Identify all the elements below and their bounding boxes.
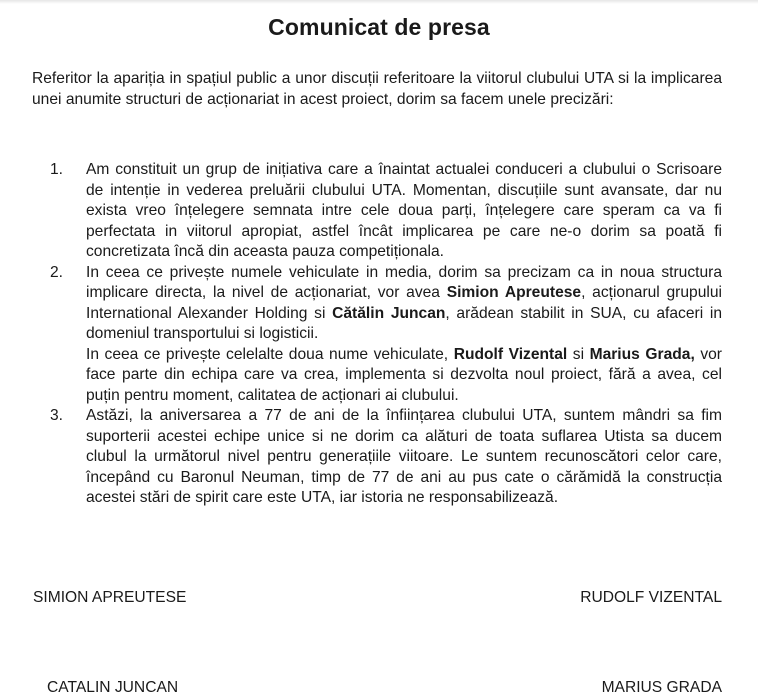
- top-edge: [0, 0, 758, 4]
- intro-paragraph: Referitor la apariția in spațiul public a unor discuții referitoare la viitorul clubului UTA si la implicarea unei anumite structuri de acționariat in acest proiect, dorim sa facem unele precizări:: [32, 70, 722, 108]
- text-segment: si: [567, 345, 590, 363]
- bold-name: Simion Apreutese: [446, 284, 582, 301]
- list-item: [38, 160, 722, 263]
- text-segment: vor face parte din echipa care va crea, implementa si dezvolta noul proiect, fără a avea, cel puțin pentru moment, calitatea de acționari ai clubului.: [86, 345, 722, 404]
- points-list: [38, 160, 722, 509]
- text-segment: , arădean stabilit in SUA, cu afaceri in domeniul transportului si logisticii.: [86, 304, 722, 342]
- document-title: Comunicat de presa: [268, 14, 490, 40]
- text-segment: In ceea ce privește numele vehiculate in media, dorim sa precizam ca in noua structura implicare directa, la nivel de acționariat, vor avea: [86, 263, 722, 301]
- point-text: Astăzi, la aniversarea a 77 de ani de la înființarea clubului UTA, suntem mândri sa fim suporterii acestei echipe unice si ne dorim ca alături de toata suflarea Utista sa ducem clubul la următorul nivel pentru generațiile viitoare. Le suntem recunoscători celor care, începând cu Baronul Neuman, timp de 77 de ani au pus cate o cărămidă la construcția acestei stări de spirit care este UTA, iar istoria ne responsabilizează.: [86, 407, 722, 506]
- point-paragraph: [86, 263, 722, 345]
- list-item: [38, 263, 722, 407]
- signature-marius-grada: MARIUS GRADA: [601, 679, 722, 696]
- list-item: [38, 406, 722, 509]
- signature-catalin-juncan: CATALIN JUNCAN: [47, 679, 179, 696]
- point-paragraph: [86, 345, 722, 407]
- signature-simion-apreutese: SIMION APREUTESE: [33, 589, 187, 606]
- list-number: 2.: [50, 263, 64, 281]
- list-number: 3.: [50, 407, 64, 424]
- signature-rudolf-vizental: RUDOLF VIZENTAL: [580, 589, 722, 606]
- bold-name: Cătălin Juncan: [332, 304, 446, 322]
- list-number: 1.: [50, 161, 64, 178]
- text-segment: In ceea ce privește celelalte doua nume vehiculate,: [86, 345, 454, 363]
- bold-name: Marius Grada,: [589, 345, 695, 363]
- bold-name: Rudolf Vizental: [453, 345, 568, 363]
- point-text: Am constituit un grup de inițiativa care a înaintat actualei conduceri a clubului o Scrisoare de intenție in vederea preluării clubului UTA. Momentan, discuțiile sunt avansate, dar nu exista vreo înțelegere semnata intre cele doua parți, înțelegere care speram ca va fi perfectata in viitorul apropiat, astfel încât implicarea pe care ne-o dorim sa poată fi concretizata încă din aceasta pauza competiționala.: [86, 161, 722, 260]
- text-segment: , acționarul grupului International Alexander Holding si: [86, 284, 722, 322]
